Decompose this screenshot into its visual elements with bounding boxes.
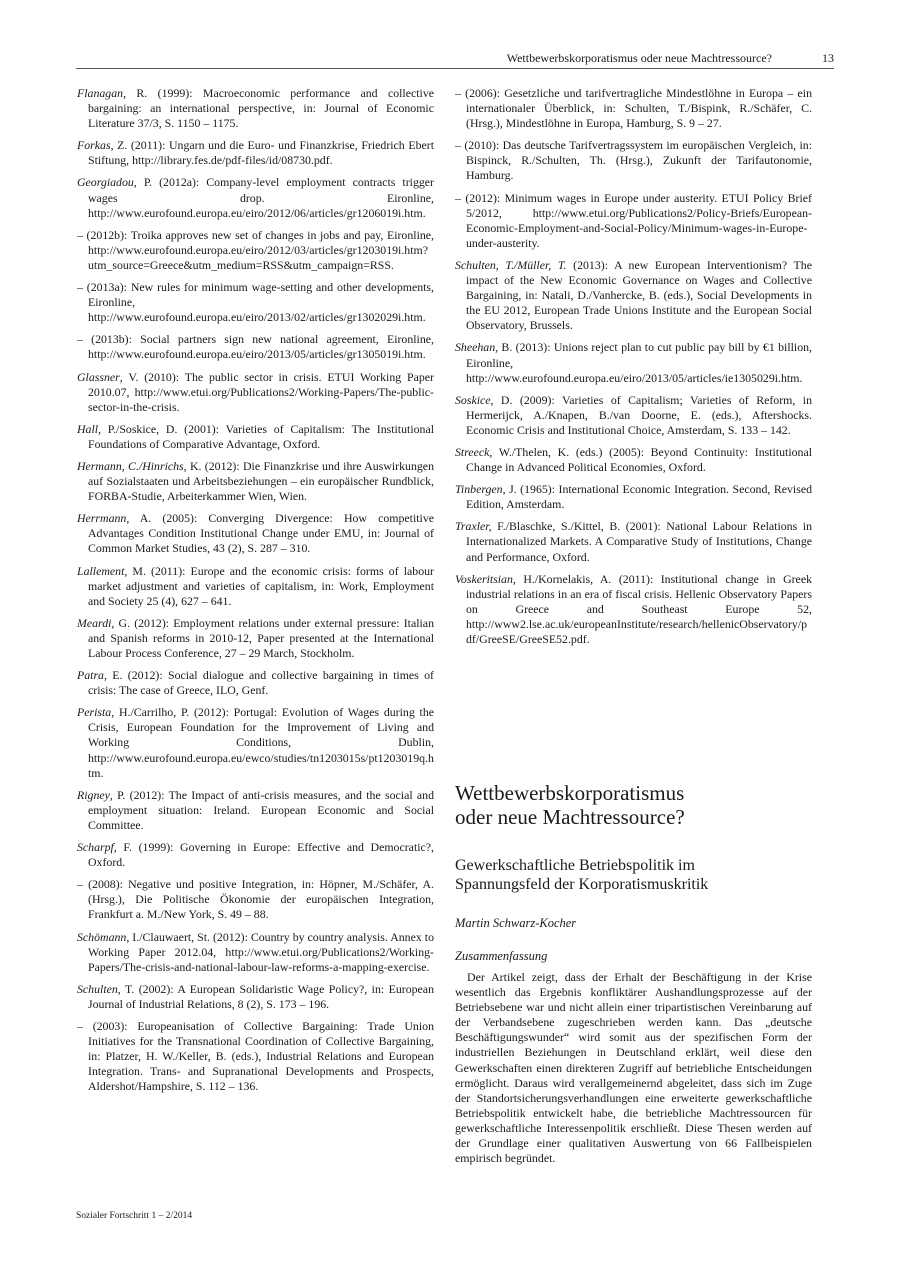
reference-text: E. (2012): Social dialogue and collective bargaining in times of crisis: The case of Greece, ILO, Genf.: [88, 668, 434, 698]
reference-entry: [77, 511, 434, 556]
reference-entry: [77, 668, 434, 698]
reference-author: Herrmann: [77, 511, 127, 526]
reference-entry: [77, 280, 434, 325]
reference-text: W./Thelen, K. (eds.) (2005): Beyond Continuity: Institutional Change in Advanced Political Economies, Oxford.: [466, 444, 812, 475]
reference-entry: [77, 616, 434, 661]
abstract-text: Der Artikel zeigt, dass der Erhalt der Beschäftigung in der Krise wesentlich das Ergebnis konfliktärer Aushandlungsprozesse auf der Betriebsebene war und nicht allein einer tripartistischen Vereinbarung auf der Verbandsebene zugeschrieben werden kann. Das „deutsche Beschäftigungswunder“ wird somit aus der spezifischen Form der industriellen Beziehungen in Deutschland erklärt, weil diese den Gewerkschaften einen direkteren Zugriff auf betriebliche Entscheidungen ermöglicht. Daraus wird verallgemeinernd abgeleitet, dass sich im Zuge der Standortsicherungsverhandlungen eine erweiterte gewerkschaftliche Betriebspolitik entwickelt habe, die betriebliche Machtressourcen für gewerkschaftliche Interessenpolitik erschließt. Diese Thesen werden auf der Grundlage einer qualitativen Auswertung von 66 Fallbeispielen empirisch begründet.: [455, 970, 812, 1166]
reference-entry: [77, 138, 434, 168]
reference-text: – (2013b): Social partners sign new national agreement, Eironline, http://www.eurofound.europa.eu/eiro/2013/05/articles/gr1305019i.htm.: [77, 332, 434, 362]
article-subtitle: Gewerkschaftliche Betriebspolitik im Spannungsfeld der Korporatismuskritik: [455, 857, 709, 893]
page-number: 13: [822, 51, 834, 65]
reference-author: Perista: [77, 705, 112, 720]
reference-text: , D. (2009): Varieties of Capitalism; Varieties of Reform, in Hermerijck, A./Knapen, B./van Doorne, E. (eds.), Aftershocks. Economic Crisis and Institutional Choice, Amsterdam, S. 133 – 142.: [466, 392, 812, 437]
reference-author: Georgiadou: [77, 175, 134, 190]
reference-text: , Z. (2011): Ungarn und die Euro- und Finanzkrise, Friedrich Ebert Stiftung, http://library.fes.de/pdf-files/id/08730.pdf.: [88, 138, 434, 168]
running-header: [76, 50, 834, 69]
reference-text: , J. (1965): International Economic Integration. Second, Revised Edition, Amsterdam.: [466, 482, 812, 512]
reference-text: H./Kornelakis, A. (2011): Institutional change in Greek industrial relations in an era of fiscal crisis. Hellenic Observatory Papers on Greece and Southeast Europe 52, http://www2.lse.ac.uk/europeanInstitute/research/hellenicObservatory/pdf/GreeSE/GreeSE52.pdf.: [466, 571, 812, 646]
reference-entry: [77, 370, 434, 415]
reference-entry: [77, 564, 434, 609]
reference-entry: [455, 445, 812, 475]
reference-text: , A. (2005): Converging Divergence: How competitive Advantages Condition Institutional Change under EMU, in: Journal of Common Market Studies, 43 (2), S. 287 – 310.: [88, 511, 434, 556]
reference-text: – (2006): Gesetzliche und tarifvertragliche Mindestlöhne in Europa – ein internationaler Überblick, in: Schulten, T./Bispink, R./Schäfer, C. (Hrsg.), Mindestlöhne in Europa, Hamburg, S. 9 – 27.: [455, 86, 812, 131]
reference-author: Flanagan: [77, 86, 124, 100]
reference-entry: [77, 1019, 434, 1094]
reference-author: Schulten, T./Müller, T.: [455, 257, 567, 272]
reference-entry: [77, 228, 434, 273]
reference-text: – (2010): Das deutsche Tarifvertragssystem im europäischen Vergleich, in: Bispinck, R./Schulten, Th. (Hrsg.), Zukunft der Tarifautonomie, Hamburg.: [455, 138, 812, 183]
references-right-column: [455, 86, 812, 654]
reference-author: Rigney: [77, 787, 110, 802]
abstract-heading: Zusammenfassung: [455, 949, 548, 963]
reference-author: Meardi,: [77, 615, 115, 630]
reference-entry: [77, 459, 434, 504]
reference-text: – (2012): Minimum wages in Europe under austerity. ETUI Policy Brief 5/2012, http://www.etui.org/Publications2/Policy-Briefs/European-Economic-Employment-and-Social-Policy/Minimum-wages-in-Europe-under-austerity.: [455, 190, 812, 250]
journal-footer: Sozialer Fortschritt 1 – 2/2014: [76, 1211, 193, 1221]
reference-text: , V. (2010): The public sector in crisis. ETUI Working Paper 2010.07, http://www.etui.org/Publications2/Working-Papers/The-public-sector-in-the-crisis.: [88, 369, 434, 414]
reference-entry: [455, 393, 812, 438]
reference-author: Forkas: [77, 138, 111, 153]
reference-entry: [77, 930, 434, 975]
reference-entry: [77, 175, 434, 220]
reference-author: Lallement: [77, 563, 125, 578]
reference-author: Traxler,: [455, 519, 492, 534]
reference-text: – (2012b): Troika approves new set of changes in jobs and pay, Eironline, http://www.eurofound.europa.eu/eiro/2012/03/articles/gr1203019i.htm?utm_source=Greece&utm_medium=RSS&utm_campaign=RSS.: [77, 227, 434, 272]
reference-text: , B. (2013): Unions reject plan to cut public pay bill by €1 billion, Eironline, http://www.eurofound.europa.eu/eiro/2013/05/articles/ie1305029i.htm.: [466, 340, 812, 385]
reference-text: – (2008): Negative und positive Integration, in: Höpner, M./Schäfer, A. (Hrsg.), Die Politische Ökonomie der europäischen Integration, Frankfurt a. M./New York, S. 49 – 88.: [77, 877, 434, 922]
reference-author: Hall: [77, 421, 99, 436]
article-start: [455, 781, 812, 1166]
reference-entry: [77, 705, 434, 780]
reference-text: , F. (1999): Governing in Europe: Effective and Democratic?, Oxford.: [88, 840, 434, 870]
reference-entry: [77, 840, 434, 870]
reference-author: Patra,: [77, 668, 107, 683]
reference-text: – (2003): Europeanisation of Collective Bargaining: Trade Union Initiatives for the Transnational Coordination of Collective Bargaining, in: Platzer, H. W./Keller, B. (eds.), Industrial Relations and European Integration. Trans- and Supranational Developments and Prospects, Aldershot/Hampshire, S. 112 – 136.: [77, 1018, 434, 1094]
reference-text: , P. (2012a): Company-level employment contracts trigger wages drop. Eironline, http://www.eurofound.europa.eu/eiro/2012/06/articles/gr1206019i.htm.: [88, 175, 434, 220]
reference-text: K. (2012): Die Finanzkrise und ihre Auswirkungen auf Sozialstaaten und Arbeitsbeziehungen – ein europäischer Rundblick, FORBA-Studie, Arbeiterkammer Wien, Wien.: [88, 458, 434, 504]
reference-entry: [77, 422, 434, 452]
reference-text: (2013): A new European Interventionism? The impact of the New Economic Governance on Wages and Collective Bargaining, in: Natali, D./Vanhercke, B. (eds.), Social Developments in the EU 2012, European Trade Unions Institute and the European Social Observatory, Brussels.: [466, 257, 812, 333]
reference-author: Hermann, C./Hinrichs,: [77, 458, 187, 473]
reference-author: Tinbergen: [455, 482, 503, 497]
references-left-column: [77, 86, 434, 1101]
reference-text: , R. (1999): Macroeconomic performance and collective bargaining: an international perspective, in: Journal of Economic Literature 37/3, S. 1150 – 1175.: [88, 86, 434, 131]
reference-entry: [77, 788, 434, 833]
reference-text: , M. (2011): Europe and the economic crisis: forms of labour market adjustment and varieties of capitalism, in: Work, Employment and Society 25 (4), 627 – 641.: [88, 563, 434, 608]
article-author: Martin Schwarz-Kocher: [455, 916, 577, 930]
reference-text: , P. (2012): The Impact of anti-crisis measures, and the social and employment situation: Ireland. European Economic and Social Committee.: [88, 787, 434, 832]
reference-entry: [455, 519, 812, 564]
reference-entry: [455, 86, 812, 131]
reference-entry: [77, 877, 434, 922]
reference-entry: [77, 86, 434, 131]
reference-text: G. (2012): Employment relations under external pressure: Italian and Spanish reforms in 2010-12, Paper presented at the International Labour Process Conference, 27 – 29 March, Stockholm.: [88, 615, 434, 660]
reference-entry: [455, 191, 812, 251]
reference-entry: [455, 340, 812, 385]
reference-text: F./Blaschke, S./Kittel, B. (2001): National Labour Relations in Internationalized Markets. A Comparative Study of Institutions, Change and Performance, Oxford.: [466, 519, 812, 564]
reference-author: Streeck,: [455, 444, 493, 459]
reference-author: Sheehan: [455, 340, 496, 355]
reference-author: Scharpf: [77, 840, 114, 855]
reference-text: , H./Carrilho, P. (2012): Portugal: Evolution of Wages during the Crisis, European Foundation for the Improvement of Living and Working Conditions, Dublin, http://www.eurofound.europa.eu/ewco/studies/tn1203015s/pt1203019q.htm.: [88, 705, 434, 780]
reference-author: Schulten: [77, 981, 118, 996]
reference-entry: [77, 332, 434, 362]
reference-entry: [77, 982, 434, 1012]
reference-text: , I./Clauwaert, St. (2012): Country by country analysis. Annex to Working Paper 2012.04, http://www.etui.org/Publications2/Working-Papers/The-crisis-and-national-labour-law-reforms-a-mapping-exercise.: [88, 929, 434, 974]
reference-entry: [455, 482, 812, 512]
running-title: Wettbewerbskorporatismus oder neue Machtressource?: [506, 51, 772, 65]
reference-author: Schömann: [77, 929, 127, 944]
reference-entry: [455, 572, 812, 647]
reference-author: Voskeritsian,: [455, 571, 516, 586]
reference-text: – (2013a): New rules for minimum wage-setting and other developments, Eironline, http://www.eurofound.europa.eu/eiro/2013/02/articles/gr1302029i.htm.: [77, 280, 434, 325]
reference-entry: [455, 258, 812, 333]
reference-author: Soskice: [455, 392, 491, 407]
reference-text: , P./Soskice, D. (2001): Varieties of Capitalism: The Institutional Foundations of Comparative Advantage, Oxford.: [88, 421, 434, 451]
reference-entry: [455, 138, 812, 183]
reference-text: , T. (2002): A European Solidaristic Wage Policy?, in: European Journal of Industrial Relations, 8 (2), S. 173 – 196.: [88, 981, 434, 1011]
reference-author: Glassner: [77, 369, 120, 384]
article-title: Wettbewerbskorporatismus oder neue Machtressource?: [455, 781, 685, 829]
